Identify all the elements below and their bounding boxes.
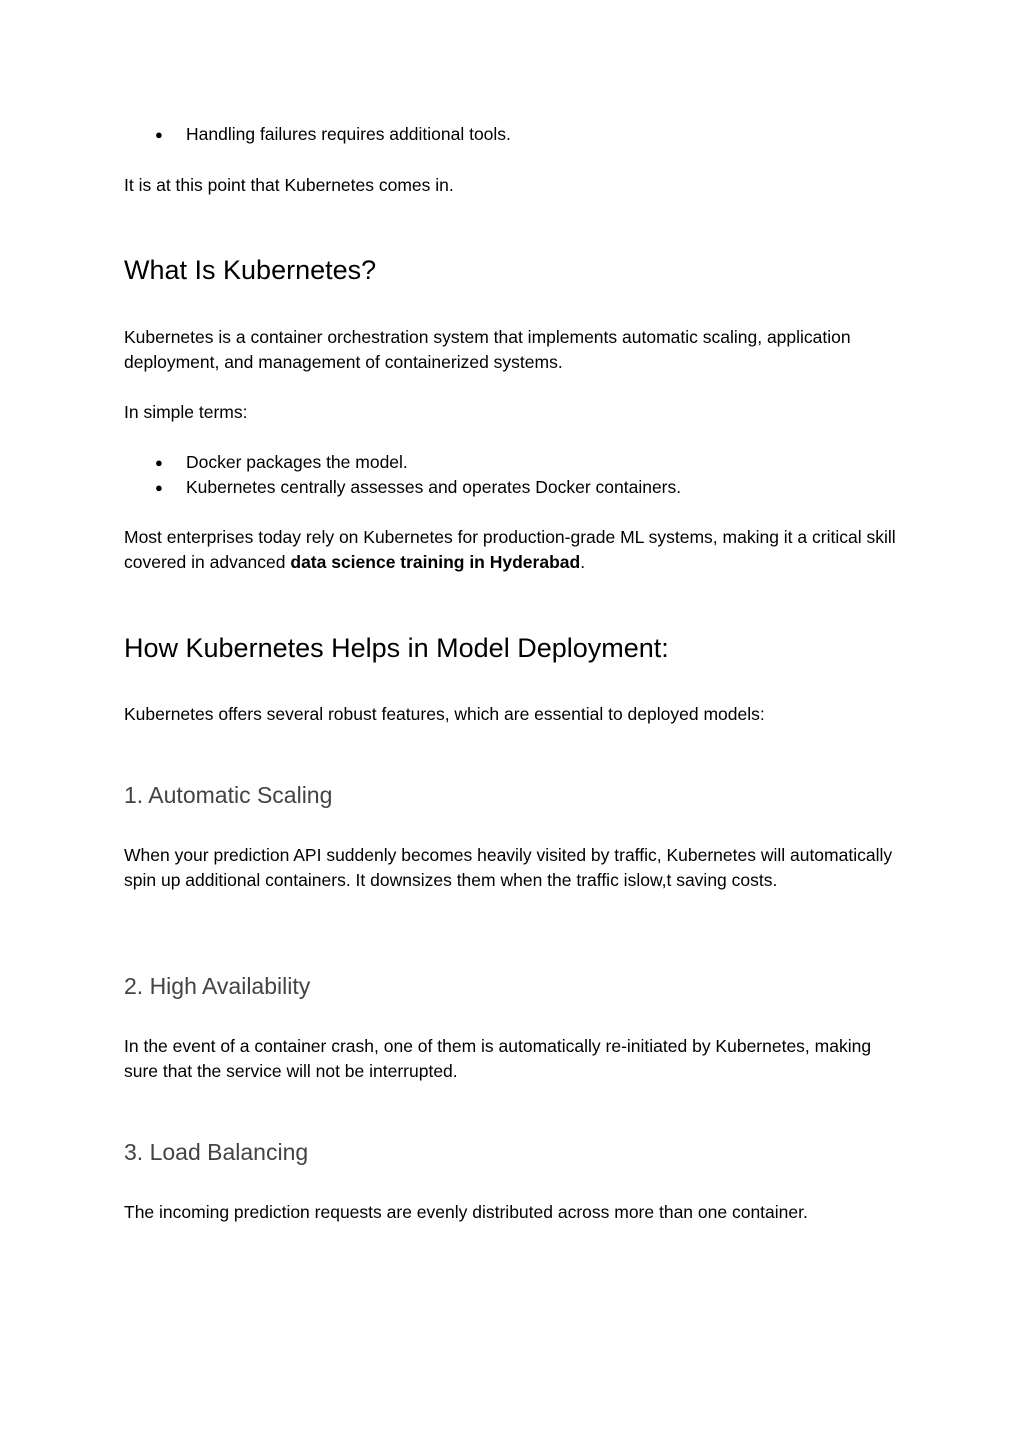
enterprise-paragraph <box>124 525 904 575</box>
list-item-text: Kubernetes centrally assesses and operates Docker containers. <box>186 477 682 497</box>
list-item <box>124 450 904 475</box>
bullet-icon: ● <box>155 127 163 142</box>
heading-how-kubernetes-helps: How Kubernetes Helps in Model Deployment: <box>124 633 669 663</box>
what-is-paragraph: Kubernetes is a container orchestration system that implements automatic scaling, application deployment, and management of containerized systems. <box>124 327 851 372</box>
simple-terms-label: In simple terms: <box>124 402 248 422</box>
intro-bullet-list <box>124 122 904 147</box>
heading-load-balancing: 3. Load Balancing <box>124 1139 309 1165</box>
list-item <box>124 475 904 500</box>
enterprise-text: Most enterprises today rely on Kubernetes for production-grade ML systems, making it a critical skill covered in advanced <box>124 527 896 572</box>
automatic-scaling-paragraph: When your prediction API suddenly becomes heavily visited by traffic, Kubernetes will automatically spin up additional containers. It downsizes them when the traffic islow,t saving costs. <box>124 845 893 890</box>
enterprise-text-end: . <box>580 552 586 572</box>
list-item-text: Handling failures requires additional tools. <box>186 124 511 144</box>
bullet-icon: ● <box>155 480 163 495</box>
heading-automatic-scaling: 1. Automatic Scaling <box>124 782 333 808</box>
high-availability-paragraph: In the event of a container crash, one of them is automatically re-initiated by Kubernetes, making sure that the service will not be interrupted. <box>124 1036 872 1081</box>
list-item-text: Docker packages the model. <box>186 452 408 472</box>
heading-high-availability: 2. High Availability <box>124 973 311 999</box>
load-balancing-paragraph: The incoming prediction requests are evenly distributed across more than one container. <box>124 1202 808 1222</box>
how-helps-paragraph: Kubernetes offers several robust features, which are essential to deployed models: <box>124 704 765 724</box>
training-link-text: data science training in Hyderabad <box>290 552 581 572</box>
list-item <box>124 122 904 147</box>
heading-what-is-kubernetes: What Is Kubernetes? <box>124 255 377 285</box>
simple-terms-bullet-list <box>124 450 904 500</box>
intro-paragraph: It is at this point that Kubernetes comes in. <box>124 175 454 195</box>
bullet-icon: ● <box>155 455 163 470</box>
